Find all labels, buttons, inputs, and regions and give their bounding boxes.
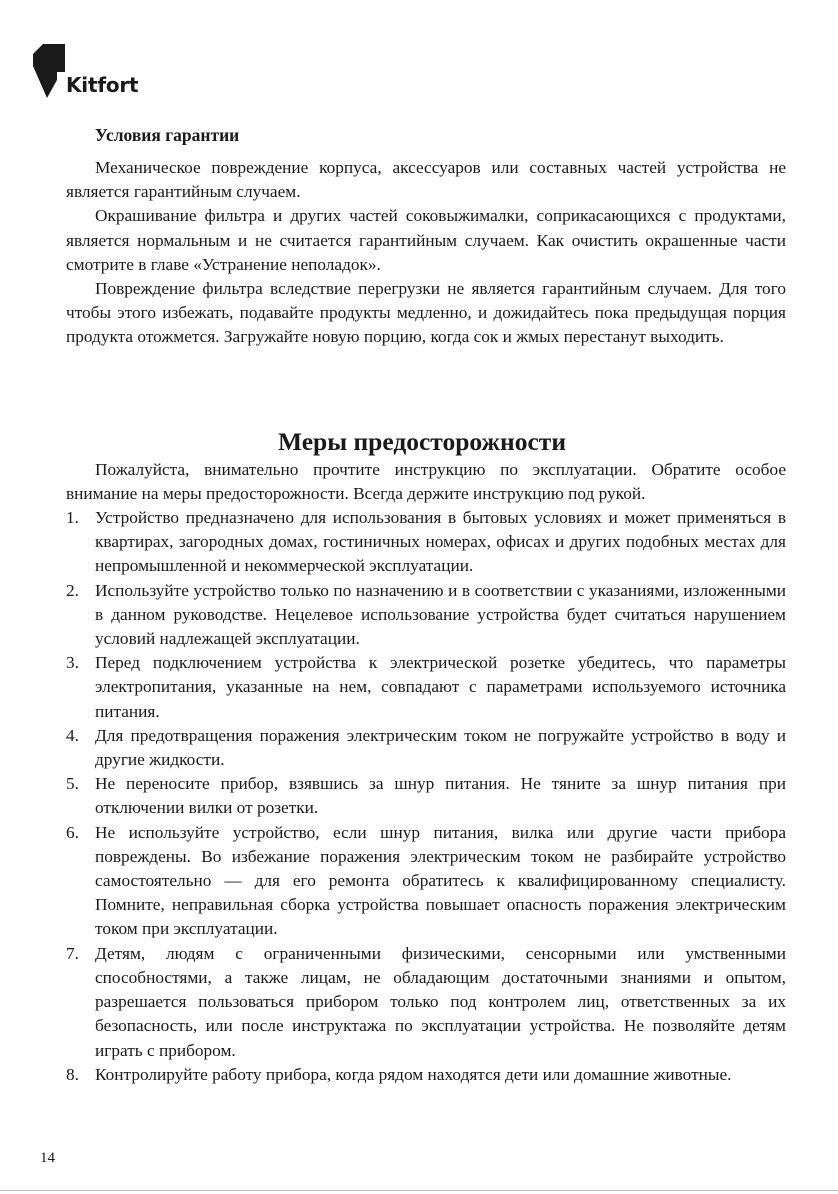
- item-number: 2.: [66, 580, 79, 600]
- item-number: 7.: [66, 943, 79, 963]
- list-item: [66, 579, 786, 652]
- item-number: 1.: [66, 508, 79, 528]
- item-text: Устройство предназначено для использования в бытовых условиях и может применяться в квартирах, загородных домах, гостиничных номерах, офисах и других подобных местах для непромышленной и некоммерческой эксплуатации.: [95, 508, 786, 576]
- item-text: Контролируйте работу прибора, когда рядом находятся дети или домашние животные.: [95, 1064, 732, 1084]
- warranty-paragraph: Механическое повреждение корпуса, аксессуаров или составных частей устройства не является гарантийным случаем.: [66, 158, 786, 202]
- list-item: [66, 724, 786, 772]
- list-item: [66, 821, 786, 942]
- item-number: 6.: [66, 822, 79, 842]
- page-number: 14: [40, 1150, 55, 1166]
- precautions-heading: Меры предосторожности: [277, 426, 567, 456]
- precautions-intro: Пожалуйста, внимательно прочтите инструкцию по эксплуатации. Обратите особое внимание на меры предосторожности. Всегда держите инструкцию под рукой.: [66, 459, 786, 503]
- warranty-heading: Условия гарантии: [95, 125, 240, 145]
- item-number: 4.: [66, 725, 79, 745]
- list-item: [66, 506, 786, 579]
- item-text: Не переносите прибор, взявшись за шнур питания. Не тяните за шнур питания при отключении вилки от розетки.: [95, 774, 786, 818]
- item-number: 5.: [66, 774, 79, 794]
- item-text: Не используйте устройство, если шнур питания, вилка или другие части прибора повреждены. Во избежание поражения электрическим током не разбирайте устройство самостоятельно — для его ремонта обратитесь к квалифицированному специалисту. Помните, неправильная сборка устройства повышает опасность поражения электрическим током при эксплуатации.: [95, 822, 786, 939]
- warranty-paragraph: Повреждение фильтра вследствие перегрузки не является гарантийным случаем. Для того чтобы этого избежать, подавайте продукты медленно, и дожидайтесь пока предыдущая порция продукта отожмется. Загружайте новую порцию, когда сок и жмых перестанут выходить.: [66, 279, 786, 347]
- page-content: [66, 118, 786, 1087]
- list-item: [66, 1063, 786, 1087]
- page-bottom-rule: [0, 1190, 838, 1191]
- item-text: Для предотвращения поражения электрическим током не погружайте устройство в воду и другие жидкости.: [95, 725, 786, 770]
- precautions-list: [66, 506, 786, 1087]
- warranty-paragraph: Окрашивание фильтра и других частей соковыжималки, соприкасающихся с продуктами, является нормальным и не считается гарантийным случаем. Как очистить окрашенные части смотрите в главе «Устранение неполадок».: [66, 206, 786, 274]
- item-number: 8.: [66, 1064, 79, 1084]
- brand-logo: [33, 44, 153, 104]
- brand-name: Kitfort: [66, 73, 139, 97]
- kitfort-shield-logo-icon: [33, 44, 65, 98]
- item-text: Детям, людям с ограниченными физическими, сенсорными или умственными способностями, а также лицам, не обладающим достаточными знаниями и опытом, разрешается пользоваться прибором только под контролем лиц, ответственных за их безопасность, или после инструктажа по эксплуатации устройства. Не позволяйте детям играть с прибором.: [95, 943, 786, 1060]
- list-item: [66, 772, 786, 820]
- list-item: [66, 651, 786, 724]
- item-number: 3.: [66, 653, 79, 673]
- item-text: Используйте устройство только по назначению и в соответствии с указаниями, изложенными в данном руководстве. Нецелевое использование устройства будет считаться нарушением условий надлежащей эксплуатации.: [95, 580, 786, 649]
- list-item: [66, 942, 786, 1063]
- item-text: Перед подключением устройства к электрической розетке убедитесь, что параметры электропитания, указанные на нем, совпадают с параметрами используемого источника питания.: [95, 653, 786, 721]
